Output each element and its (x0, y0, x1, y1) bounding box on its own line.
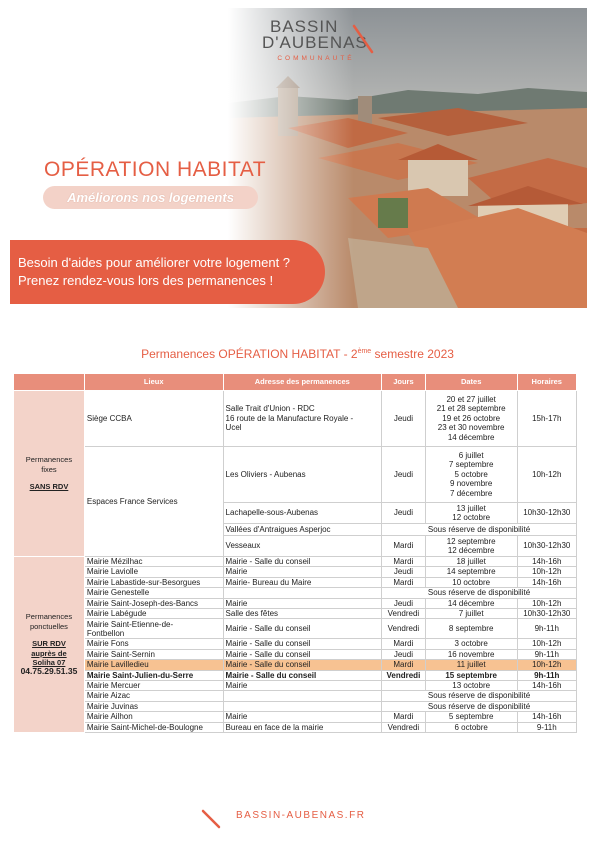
adresse-cell: Lachapelle-sous-Aubenas (223, 503, 381, 524)
lieu-line: Fontbellon (86, 628, 125, 638)
lieu-cell (84, 681, 223, 691)
lieu-cell (84, 598, 223, 608)
dates-cell (425, 447, 517, 503)
adresse-cell: Mairie (223, 598, 381, 608)
date-line: 12 septembre (446, 536, 496, 546)
jour-cell: Jeudi (382, 567, 426, 577)
horaires-cell: 14h-16h (517, 681, 576, 691)
lieu-cell (84, 609, 223, 619)
table-row (14, 609, 577, 619)
date-line: 12 octobre (452, 513, 491, 522)
horaires-cell: 10h30-12h30 (517, 503, 576, 524)
lieu-cell (84, 619, 223, 639)
header-group (14, 374, 85, 391)
adresse-line: Salle Trait d'Union - RDC (225, 404, 315, 414)
lieu-cell: Espaces France Services (84, 447, 223, 557)
horaires-cell: 14h-16h (517, 557, 576, 567)
jour-cell: Jeudi (382, 391, 426, 447)
lieu-line: Mairie Laviolle (86, 567, 139, 577)
permanences-title-start: Permanences OPÉRATION HABITAT - 2 (141, 347, 358, 361)
logo-line1: BASSIN (270, 17, 339, 36)
lieu-line: Mairie Ailhon (86, 712, 133, 722)
adresse-cell (223, 391, 381, 447)
group-ponctuel-line5: Soliha 07 (32, 657, 66, 667)
group-fixed-line1: Permanences (25, 455, 73, 465)
horaires-cell: 14h-16h (517, 577, 576, 587)
note-cell: Sous réserve de disponibilité (382, 588, 577, 598)
header-lieux: Lieux (84, 374, 223, 391)
lieu-line: Mairie Genestelle (86, 588, 150, 598)
horaires-cell: 10h30-12h30 (517, 609, 576, 619)
dates-cell: 10 octobre (425, 577, 517, 587)
table-row (14, 722, 577, 732)
jour-cell: Mardi (382, 557, 426, 567)
jour-cell: Jeudi (382, 598, 426, 608)
banner-line2: Prenez rendez-vous lors des permanences ! (18, 273, 274, 288)
horaires-cell: 14h-16h (517, 712, 576, 722)
logo (258, 18, 378, 68)
lieu-cell (84, 722, 223, 732)
jour-cell: Jeudi (382, 503, 426, 524)
permanences-title-sup: ème (357, 348, 372, 355)
lieu-line: Mairie Saint-Joseph-des-Bancs (86, 598, 199, 608)
group-fixed-line3: SANS RDV (29, 482, 69, 492)
table-row (14, 598, 577, 608)
jour-cell: Vendredi (382, 619, 426, 639)
banner-line1: Besoin d'aides pour améliorer votre logement ? (18, 255, 291, 270)
lieu-line: Mairie Labastide-sur-Besorgues (86, 577, 201, 587)
lieu-cell (84, 567, 223, 577)
table-row (14, 701, 577, 711)
lieu-line: Mairie Juvinas (86, 701, 139, 711)
table-row (14, 619, 577, 639)
table-row (14, 649, 577, 659)
adresse-cell: Mairie - Salle du conseil (223, 557, 381, 567)
adresse-cell (223, 588, 381, 598)
lieu-line: Mairie Fons (86, 639, 129, 649)
table-row (14, 670, 577, 680)
adresse-line: Ucel (225, 423, 242, 433)
adresse-cell: Mairie (223, 712, 381, 722)
adresse-cell: Mairie - Salle du conseil (223, 660, 381, 670)
jour-cell: Vendredi (382, 670, 426, 680)
dates-cell: 18 juillet (425, 557, 517, 567)
header-dates: Dates (425, 374, 517, 391)
date-line: 20 et 27 juillet (446, 394, 496, 404)
permanences-title-end: semestre 2023 (371, 347, 454, 361)
date-line: 7 septembre (448, 460, 494, 470)
table-row (14, 681, 577, 691)
horaires-cell: 10h-12h (517, 447, 576, 503)
jour-cell (382, 681, 426, 691)
lieu-line: Mairie Saint-Michel-de-Boulogne (86, 722, 203, 732)
adresse-cell: Mairie - Salle du conseil (223, 649, 381, 659)
lieu-line: Mairie Saint-Julien-du-Serre (86, 670, 194, 680)
lieu-line: Mairie Saint-Sernin (86, 649, 155, 659)
dates-cell: 3 octobre (425, 639, 517, 649)
lieu-cell: Siège CCBA (84, 391, 223, 447)
lieu-cell (84, 588, 223, 598)
header-jours: Jours (382, 374, 426, 391)
date-line: 9 novembre (450, 479, 493, 489)
lieu-cell (84, 557, 223, 567)
table-row (14, 567, 577, 577)
horaires-cell: 9-11h (517, 722, 576, 732)
date-line: 14 décembre (447, 432, 495, 442)
table-row (14, 639, 577, 649)
lieu-cell (84, 701, 223, 711)
jour-cell: Jeudi (382, 649, 426, 659)
table-row (14, 691, 577, 701)
note-cell: Sous réserve de disponibilité (382, 524, 577, 536)
group-ponctuel-line4: auprès de (31, 648, 67, 658)
header-horaires: Horaires (517, 374, 576, 391)
page-title: OPÉRATION HABITAT (44, 158, 267, 181)
jour-cell: Vendredi (382, 722, 426, 732)
dates-cell (425, 536, 517, 557)
group-fixed-cell (14, 391, 85, 557)
date-line: 19 et 26 octobre (442, 413, 501, 423)
jour-cell: Mardi (382, 577, 426, 587)
table-row (14, 391, 577, 447)
date-line: 12 décembre (447, 546, 495, 555)
adresse-cell: Mairie - Salle du conseil (223, 619, 381, 639)
lieu-line: Mairie Mézilhac (86, 557, 143, 566)
table-row (14, 588, 577, 598)
lieu-cell (84, 712, 223, 722)
table-row (14, 447, 577, 503)
horaires-cell: 10h30-12h30 (517, 536, 576, 557)
dates-cell: 13 octobre (425, 681, 517, 691)
date-line: 7 décembre (450, 488, 493, 498)
adresse-cell: Vallées d'Antraigues Asperjoc (223, 524, 381, 536)
jour-cell: Jeudi (382, 447, 426, 503)
lieu-cell (84, 639, 223, 649)
adresse-cell: Mairie - Salle du conseil (223, 670, 381, 680)
lieu-cell (84, 649, 223, 659)
horaires-cell: 9h-11h (517, 619, 576, 639)
footer-website-link[interactable]: BASSIN-AUBENAS.FR (236, 810, 366, 821)
jour-cell: Mardi (382, 536, 426, 557)
lieu-line: Mairie Labégude (86, 609, 147, 619)
logo-slash-icon (350, 24, 376, 54)
footer-slash-icon (200, 808, 222, 830)
jour-cell: Mardi (382, 660, 426, 670)
table-row (14, 577, 577, 587)
horaires-cell: 9h-11h (517, 649, 576, 659)
lieu-cell (84, 660, 223, 670)
dates-cell (425, 391, 517, 447)
note-cell: Sous réserve de disponibilité (382, 701, 577, 711)
dates-cell: 15 septembre (425, 670, 517, 680)
date-line: 5 octobre (454, 469, 488, 479)
horaires-cell: 10h-12h (517, 567, 576, 577)
date-line: 13 juillet (456, 503, 486, 513)
note-cell: Sous réserve de disponibilité (382, 691, 577, 701)
lieu-cell (84, 691, 223, 701)
table-row (14, 557, 577, 567)
adresse-cell: Vesseaux (223, 536, 381, 557)
table-header-row (14, 374, 577, 391)
dates-cell (425, 503, 517, 524)
horaires-cell: 15h-17h (517, 391, 576, 447)
dates-cell: 14 décembre (425, 598, 517, 608)
jour-cell: Mardi (382, 712, 426, 722)
logo-tagline: COMMUNAUTÉ (277, 55, 355, 62)
date-line: 23 et 30 novembre (437, 423, 505, 433)
group-ponctuel-line2: ponctuelles (29, 621, 68, 631)
adresse-cell: Les Oliviers - Aubenas (223, 447, 381, 503)
adresse-cell: Salle des fêtes (223, 609, 381, 619)
group-fixed-line2: fixes (41, 464, 57, 474)
group-ponctuel-phone: 04.75.29.51.35 (20, 666, 78, 677)
subtitle-pill (43, 186, 258, 209)
adresse-cell (223, 691, 381, 701)
logo-line2: D'AUBENAS (262, 33, 368, 52)
adresse-cell: Bureau en face de la mairie (223, 722, 381, 732)
lieu-line: Mairie Saint-Etienne-de- (86, 619, 174, 629)
group-ponctuel-line3: SUR RDV (32, 639, 66, 649)
dates-cell: 7 juillet (425, 609, 517, 619)
dates-cell: 6 octobre (425, 722, 517, 732)
group-ponctuel-line1: Permanences (25, 612, 73, 622)
lieu-line: Mairie Aizac (86, 691, 131, 701)
lieu-cell (84, 670, 223, 680)
lieu-cell (84, 577, 223, 587)
dates-cell: 5 septembre (425, 712, 517, 722)
subtitle-text: Améliorons nos logements (67, 190, 234, 205)
permanences-title (0, 347, 595, 361)
horaires-cell: 10h-12h (517, 598, 576, 608)
jour-cell: Mardi (382, 639, 426, 649)
lieu-line: Mairie Mercuer (86, 681, 141, 691)
group-ponctuel-cell (14, 557, 85, 733)
table-row (14, 660, 577, 670)
lieu-line: Mairie Lavilledieu (86, 660, 149, 670)
dates-cell: 14 septembre (425, 567, 517, 577)
adresse-cell: Mairie- Bureau du Maire (223, 577, 381, 587)
adresse-cell (223, 701, 381, 711)
horaires-cell: 10h-12h (517, 639, 576, 649)
horaires-cell: 10h-12h (517, 660, 576, 670)
adresse-cell: Mairie (223, 567, 381, 577)
dates-cell: 8 septembre (425, 619, 517, 639)
dates-cell: 11 juillet (425, 660, 517, 670)
promo-banner (10, 240, 325, 304)
adresse-line: 16 route de la Manufacture Royale - (225, 413, 354, 423)
dates-cell: 16 novembre (425, 649, 517, 659)
header-adresse: Adresse des permanences (223, 374, 381, 391)
horaires-cell: 9h-11h (517, 670, 576, 680)
adresse-cell: Mairie - Salle du conseil (223, 639, 381, 649)
jour-cell: Vendredi (382, 609, 426, 619)
date-line: 6 juillet (458, 450, 484, 460)
permanences-table (13, 373, 577, 733)
adresse-cell: Mairie (223, 681, 381, 691)
table-row (14, 712, 577, 722)
date-line: 21 et 28 septembre (436, 404, 506, 414)
